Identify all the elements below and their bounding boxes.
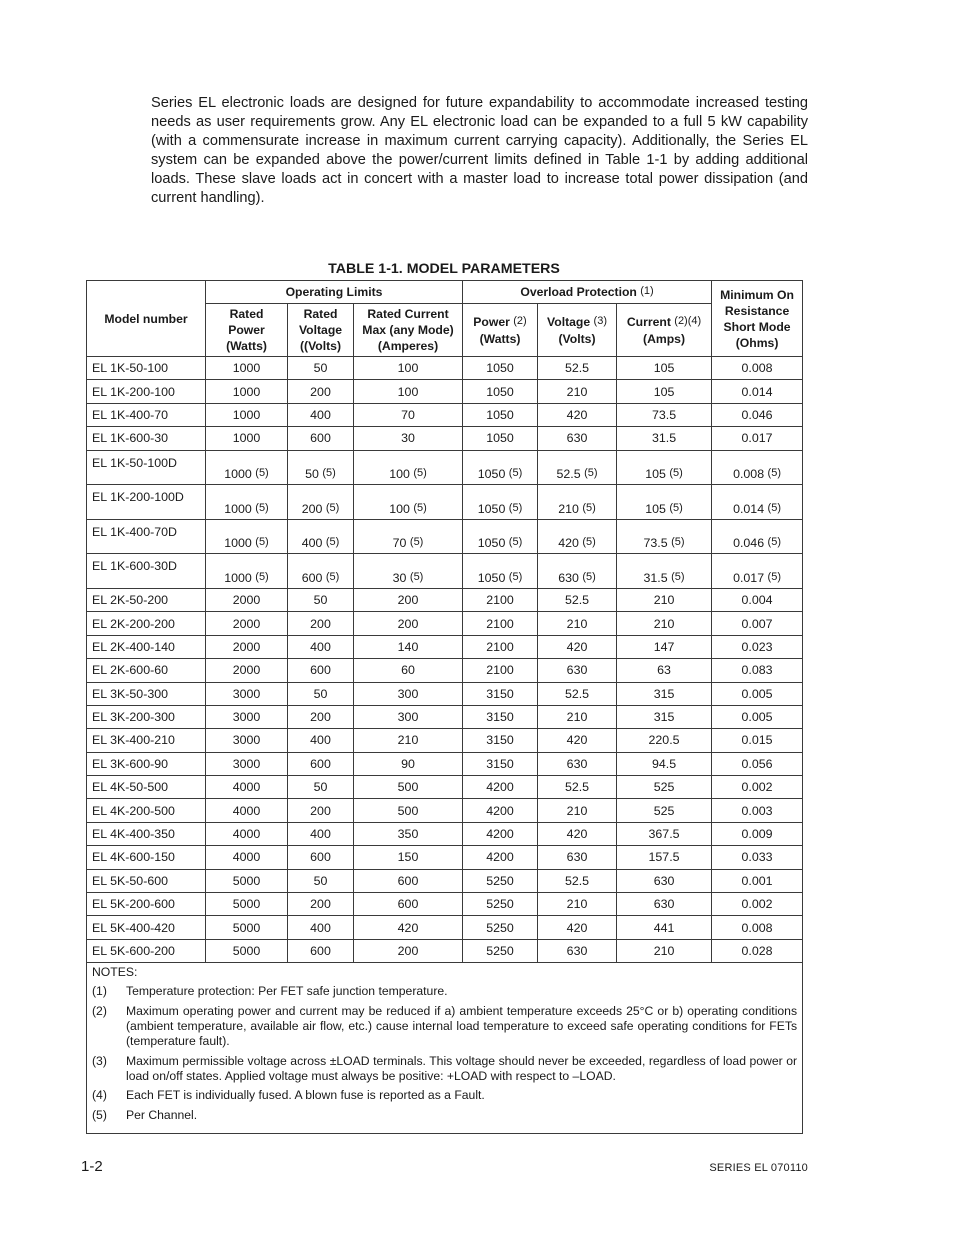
footnote-ref: (5) xyxy=(767,536,781,549)
footnote-ref: (5) xyxy=(508,501,523,514)
value-cell: 1050 $^{(5)}$ xyxy=(463,485,538,520)
model-cell: EL 1K-600-30D xyxy=(87,554,206,589)
value-cell: 50 xyxy=(288,869,354,892)
value-cell: 4200 xyxy=(463,776,538,799)
note-item xyxy=(92,1088,797,1103)
value-cell: 315 xyxy=(617,682,712,705)
value-cell: 1050 xyxy=(463,380,538,403)
value-cell: 0.005 xyxy=(712,705,803,728)
value-cell: 441 xyxy=(617,916,712,939)
value-cell: 5250 xyxy=(463,869,538,892)
footnote-ref: (5) xyxy=(409,536,424,549)
value-cell: 0.002 xyxy=(712,776,803,799)
header-rated-current: Rated Current Max (any Mode) (Amperes) xyxy=(354,304,463,357)
note-number: (4) xyxy=(92,1088,107,1103)
note-item xyxy=(92,984,797,999)
value-cell: 0.033 xyxy=(712,846,803,869)
note-item xyxy=(92,1108,797,1123)
value-cell: 600 xyxy=(288,939,354,962)
value-cell: 210 $^{(5)}$ xyxy=(538,485,617,520)
footnote-ref: (5) xyxy=(767,501,781,514)
value-cell: 630 xyxy=(538,427,617,450)
value-cell: 52.5 xyxy=(538,776,617,799)
value-cell: 210 xyxy=(538,380,617,403)
value-cell: 600 xyxy=(288,427,354,450)
value-cell: 3000 xyxy=(206,752,288,775)
value-cell: 500 xyxy=(354,776,463,799)
value-cell: 1050 $^{(5)}$ xyxy=(463,450,538,485)
model-cell: EL 1K-600-30 xyxy=(87,427,206,450)
value-cell: 5250 xyxy=(463,916,538,939)
value-cell: 0.008 xyxy=(712,916,803,939)
value-cell: 0.083 xyxy=(712,659,803,682)
value-cell: 52.5 xyxy=(538,869,617,892)
footnote-ref: (5) xyxy=(255,467,269,480)
page-number: 1-2 xyxy=(81,1158,103,1175)
value-cell: 220.5 xyxy=(617,729,712,752)
model-cell: EL 1K-50-100 xyxy=(87,357,206,380)
value-cell: 200 xyxy=(354,588,463,611)
model-cell: EL 3K-200-300 xyxy=(87,705,206,728)
value-cell: 2000 xyxy=(206,659,288,682)
footnote-ref: (5) xyxy=(508,467,523,480)
value-cell: 3150 xyxy=(463,729,538,752)
table-row xyxy=(87,357,803,380)
table-row xyxy=(87,846,803,869)
value-cell: 73.5 xyxy=(617,403,712,426)
note-text: Maximum permissible voltage across ±LOAD terminals. This voltage should never be exceeded, regardless of load power or load on/off states. Applied voltage must always be positive: +LOAD with respect to –LOAD. xyxy=(126,1053,798,1083)
table-row xyxy=(87,450,803,485)
value-cell: 630 xyxy=(538,659,617,682)
footnote-ref: (5) xyxy=(325,570,340,583)
value-cell: 1000 xyxy=(206,403,288,426)
table-row xyxy=(87,869,803,892)
value-cell: 210 xyxy=(538,612,617,635)
table-row xyxy=(87,682,803,705)
value-cell: 630 xyxy=(538,752,617,775)
value-cell: 400 $^{(5)}$ xyxy=(288,519,354,554)
value-cell: 3150 xyxy=(463,752,538,775)
value-cell: 1050 xyxy=(463,357,538,380)
value-cell: 315 xyxy=(617,705,712,728)
model-cell: EL 1K-200-100D xyxy=(87,485,206,520)
table-row xyxy=(87,659,803,682)
model-cell: EL 2K-50-200 xyxy=(87,588,206,611)
table-row xyxy=(87,729,803,752)
value-cell: 63 xyxy=(617,659,712,682)
footnote-ref: (5) xyxy=(508,570,523,583)
value-cell: 2100 xyxy=(463,588,538,611)
value-cell: 100 $^{(5)}$ xyxy=(354,450,463,485)
value-cell: 2100 xyxy=(463,612,538,635)
value-cell: 3000 xyxy=(206,729,288,752)
table-row xyxy=(87,822,803,845)
value-cell: 70 $^{(5)}$ xyxy=(354,519,463,554)
header-overload-current: Current $^{(2)(4)}$ (Amps) xyxy=(617,304,712,357)
value-cell: 200 xyxy=(288,380,354,403)
table-title: TABLE 1-1. MODEL PARAMETERS xyxy=(328,261,560,277)
table-row xyxy=(87,635,803,658)
value-cell: 31.5 xyxy=(617,427,712,450)
value-cell: 1000 $^{(5)}$ xyxy=(206,554,288,589)
value-cell: 4000 xyxy=(206,846,288,869)
value-cell: 0.005 xyxy=(712,682,803,705)
model-cell: EL 1K-50-100D xyxy=(87,450,206,485)
notes-section xyxy=(87,963,803,1134)
footnote-ref: (5) xyxy=(508,536,523,549)
model-cell: EL 1K-400-70D xyxy=(87,519,206,554)
model-cell: EL 5K-600-200 xyxy=(87,939,206,962)
value-cell: 210 xyxy=(538,799,617,822)
value-cell: 30 xyxy=(354,427,463,450)
value-cell: 200 xyxy=(354,612,463,635)
value-cell: 0.015 xyxy=(712,729,803,752)
value-cell: 0.009 xyxy=(712,822,803,845)
value-cell: 1000 xyxy=(206,380,288,403)
table-row xyxy=(87,799,803,822)
footnote-ref: (5) xyxy=(767,467,781,480)
value-cell: 1000 xyxy=(206,427,288,450)
value-cell: 3000 xyxy=(206,705,288,728)
note-text: Temperature protection: Per FET safe junction temperature. xyxy=(126,984,448,999)
value-cell: 1050 xyxy=(463,403,538,426)
value-cell: 3000 xyxy=(206,682,288,705)
note-text: Each FET is individually fused. A blown fuse is reported as a Fault. xyxy=(126,1088,485,1103)
value-cell: 52.5 $^{(5)}$ xyxy=(538,450,617,485)
value-cell: 4000 xyxy=(206,776,288,799)
value-cell: 70 xyxy=(354,403,463,426)
value-cell: 630 xyxy=(617,893,712,916)
note-number: (2) xyxy=(92,1003,107,1018)
footnote-ref: (5) xyxy=(322,467,336,480)
value-cell: 420 xyxy=(538,729,617,752)
value-cell: 0.056 xyxy=(712,752,803,775)
value-cell: 600 xyxy=(354,893,463,916)
header-rated-voltage: Rated Voltage ((Volts) xyxy=(288,304,354,357)
footnote-ref: (5) xyxy=(582,536,596,549)
value-cell: 5000 xyxy=(206,869,288,892)
value-cell: 50 xyxy=(288,588,354,611)
value-cell: 200 xyxy=(288,799,354,822)
model-cell: EL 2K-200-200 xyxy=(87,612,206,635)
value-cell: 300 xyxy=(354,705,463,728)
notes-list xyxy=(92,984,797,1122)
table-row xyxy=(87,776,803,799)
footnote-ref: (5) xyxy=(409,570,424,583)
table-row xyxy=(87,893,803,916)
value-cell: 1000 $^{(5)}$ xyxy=(206,519,288,554)
model-cell: EL 1K-400-70 xyxy=(87,403,206,426)
value-cell: 210 xyxy=(538,893,617,916)
model-cell: EL 2K-400-140 xyxy=(87,635,206,658)
value-cell: 30 $^{(5)}$ xyxy=(354,554,463,589)
value-cell: 200 xyxy=(288,705,354,728)
value-cell: 1000 $^{(5)}$ xyxy=(206,450,288,485)
header-overload-protection: Overload Protection $^{(1)}$ xyxy=(463,281,712,304)
value-cell: 0.046 xyxy=(712,403,803,426)
value-cell: 2000 xyxy=(206,635,288,658)
note-number: (1) xyxy=(92,984,107,999)
footnote-ref: (5) xyxy=(671,570,685,583)
value-cell: 210 xyxy=(538,705,617,728)
model-cell: EL 1K-200-100 xyxy=(87,380,206,403)
value-cell: 0.017 xyxy=(712,427,803,450)
note-number: (3) xyxy=(92,1053,107,1068)
value-cell: 0.001 xyxy=(712,869,803,892)
value-cell: 400 xyxy=(288,403,354,426)
value-cell: 210 xyxy=(617,588,712,611)
footnote-ref: (5) xyxy=(325,536,340,549)
value-cell: 5000 xyxy=(206,939,288,962)
value-cell: 400 xyxy=(288,916,354,939)
value-cell: 400 xyxy=(288,729,354,752)
value-cell: 210 xyxy=(617,939,712,962)
table-row xyxy=(87,588,803,611)
note-item xyxy=(92,1004,797,1050)
value-cell: 52.5 xyxy=(538,357,617,380)
footnote-ref: (5) xyxy=(582,501,596,514)
value-cell: 0.023 xyxy=(712,635,803,658)
table-row xyxy=(87,612,803,635)
footnote-ref: (5) xyxy=(325,501,340,514)
header-min-on-resistance: Minimum On Resistance Short Mode (Ohms) xyxy=(712,281,803,357)
footer-doc-id: SERIES EL 070110 xyxy=(709,1162,808,1174)
value-cell: 0.004 xyxy=(712,588,803,611)
table-row xyxy=(87,485,803,520)
model-cell: EL 4K-200-500 xyxy=(87,799,206,822)
value-cell: 73.5 $^{(5)}$ xyxy=(617,519,712,554)
value-cell: 105 $^{(5)}$ xyxy=(617,450,712,485)
value-cell: 52.5 xyxy=(538,682,617,705)
header-model-number: Model number xyxy=(87,281,206,357)
value-cell: 1050 $^{(5)}$ xyxy=(463,519,538,554)
value-cell: 0.046 $^{(5)}$ xyxy=(712,519,803,554)
value-cell: 4200 xyxy=(463,799,538,822)
value-cell: 147 xyxy=(617,635,712,658)
table-row xyxy=(87,939,803,962)
value-cell: 420 xyxy=(538,403,617,426)
footnote-ref: (5) xyxy=(669,467,683,480)
model-cell: EL 5K-200-600 xyxy=(87,893,206,916)
value-cell: 4000 xyxy=(206,822,288,845)
value-cell: 350 xyxy=(354,822,463,845)
model-cell: EL 3K-50-300 xyxy=(87,682,206,705)
value-cell: 600 xyxy=(288,752,354,775)
value-cell: 5000 xyxy=(206,916,288,939)
value-cell: 100 xyxy=(354,380,463,403)
value-cell: 600 xyxy=(354,869,463,892)
footnote-ref: (5) xyxy=(582,570,596,583)
value-cell: 60 xyxy=(354,659,463,682)
table-row xyxy=(87,554,803,589)
note-text: Maximum operating power and current may be reduced if a) ambient temperature exceeds 25°C or b) operating conditions (ambient temperature, available air flow, etc.) cause internal load temperature to exceed safe operating conditions for FETs (temperature fault). xyxy=(126,1003,798,1049)
value-cell: 630 xyxy=(538,846,617,869)
value-cell: 31.5 $^{(5)}$ xyxy=(617,554,712,589)
footnote-ref: (5) xyxy=(413,501,427,514)
table-row xyxy=(87,403,803,426)
footnote-ref: (5) xyxy=(413,467,427,480)
value-cell: 210 xyxy=(617,612,712,635)
model-cell: EL 2K-600-60 xyxy=(87,659,206,682)
value-cell: 0.002 xyxy=(712,893,803,916)
value-cell: 5250 xyxy=(463,939,538,962)
footnote-ref: (5) xyxy=(584,467,598,480)
model-cell: EL 5K-50-600 xyxy=(87,869,206,892)
value-cell: 157.5 xyxy=(617,846,712,869)
footnote-ref: (5) xyxy=(671,536,685,549)
value-cell: 2000 xyxy=(206,588,288,611)
value-cell: 525 xyxy=(617,799,712,822)
table-row xyxy=(87,380,803,403)
note-number: (5) xyxy=(92,1107,107,1122)
value-cell: 0.014 $^{(5)}$ xyxy=(712,485,803,520)
value-cell: 0.003 xyxy=(712,799,803,822)
value-cell: 600 xyxy=(288,659,354,682)
footnote-ref: (5) xyxy=(669,501,683,514)
value-cell: 400 xyxy=(288,635,354,658)
value-cell: 200 xyxy=(288,612,354,635)
value-cell: 200 $^{(5)}$ xyxy=(288,485,354,520)
value-cell: 100 xyxy=(354,357,463,380)
value-cell: 0.028 xyxy=(712,939,803,962)
footnote-ref: (5) xyxy=(255,570,269,583)
value-cell: 400 xyxy=(288,822,354,845)
model-cell: EL 4K-400-350 xyxy=(87,822,206,845)
note-text: Per Channel. xyxy=(126,1107,198,1122)
note-item xyxy=(92,1054,797,1085)
value-cell: 1050 xyxy=(463,427,538,450)
value-cell: 50 xyxy=(288,682,354,705)
header-operating-limits: Operating Limits xyxy=(206,281,463,304)
table-row xyxy=(87,519,803,554)
value-cell: 4200 xyxy=(463,846,538,869)
value-cell: 50 xyxy=(288,776,354,799)
value-cell: 630 xyxy=(617,869,712,892)
notes-heading: NOTES: xyxy=(92,965,138,980)
value-cell: 420 xyxy=(538,916,617,939)
value-cell: 5000 xyxy=(206,893,288,916)
value-cell: 3150 xyxy=(463,705,538,728)
value-cell: 105 xyxy=(617,357,712,380)
value-cell: 0.007 xyxy=(712,612,803,635)
value-cell: 367.5 xyxy=(617,822,712,845)
value-cell: 500 xyxy=(354,799,463,822)
header-overload-power: Power $^{(2)}$ (Watts) xyxy=(463,304,538,357)
footnote-ref: (5) xyxy=(255,501,269,514)
table-row xyxy=(87,916,803,939)
value-cell: 2100 xyxy=(463,635,538,658)
model-parameters-table xyxy=(86,280,803,1134)
value-cell: 0.008 $^{(5)}$ xyxy=(712,450,803,485)
value-cell: 50 $^{(5)}$ xyxy=(288,450,354,485)
footnote-ref: (1) xyxy=(640,284,654,297)
table-body xyxy=(87,357,803,963)
value-cell: 5250 xyxy=(463,893,538,916)
value-cell: 3150 xyxy=(463,682,538,705)
value-cell: 1000 $^{(5)}$ xyxy=(206,485,288,520)
table-row xyxy=(87,705,803,728)
value-cell: 630 $^{(5)}$ xyxy=(538,554,617,589)
value-cell: 0.017 $^{(5)}$ xyxy=(712,554,803,589)
value-cell: 420 $^{(5)}$ xyxy=(538,519,617,554)
value-cell: 420 xyxy=(354,916,463,939)
table-row xyxy=(87,752,803,775)
value-cell: 105 xyxy=(617,380,712,403)
value-cell: 140 xyxy=(354,635,463,658)
value-cell: 1050 $^{(5)}$ xyxy=(463,554,538,589)
value-cell: 2000 xyxy=(206,612,288,635)
table-row xyxy=(87,427,803,450)
value-cell: 52.5 xyxy=(538,588,617,611)
footnote-ref: (5) xyxy=(767,570,781,583)
value-cell: 90 xyxy=(354,752,463,775)
value-cell: 300 xyxy=(354,682,463,705)
model-cell: EL 3K-600-90 xyxy=(87,752,206,775)
value-cell: 0.014 xyxy=(712,380,803,403)
value-cell: 1000 xyxy=(206,357,288,380)
header-rated-power: Rated Power (Watts) xyxy=(206,304,288,357)
header-overload-voltage: Voltage $^{(3)}$ (Volts) xyxy=(538,304,617,357)
value-cell: 420 xyxy=(538,822,617,845)
value-cell: 4200 xyxy=(463,822,538,845)
value-cell: 630 xyxy=(538,939,617,962)
footnote-ref: (5) xyxy=(255,536,269,549)
value-cell: 50 xyxy=(288,357,354,380)
value-cell: 94.5 xyxy=(617,752,712,775)
model-cell: EL 4K-50-500 xyxy=(87,776,206,799)
value-cell: 600 xyxy=(288,846,354,869)
value-cell: 200 xyxy=(354,939,463,962)
value-cell: 2100 xyxy=(463,659,538,682)
value-cell: 600 $^{(5)}$ xyxy=(288,554,354,589)
value-cell: 210 xyxy=(354,729,463,752)
intro-paragraph: Series EL electronic loads are designed for future expandability to accommodate increased testing needs as user requirements grow. Any EL electronic load can be expanded to a full 5 kW capability (with a commensurate increase in maximum current carrying capacity). Additionally, the Series EL system can be expanded above the power/current limits defined in Table 1-1 by adding additional loads. These slave loads act in concert with a master load to increase total power dissipation (and current handling). xyxy=(151,95,808,206)
value-cell: 4000 xyxy=(206,799,288,822)
value-cell: 200 xyxy=(288,893,354,916)
value-cell: 105 $^{(5)}$ xyxy=(617,485,712,520)
value-cell: 0.008 xyxy=(712,357,803,380)
model-cell: EL 3K-400-210 xyxy=(87,729,206,752)
value-cell: 525 xyxy=(617,776,712,799)
value-cell: 100 $^{(5)}$ xyxy=(354,485,463,520)
value-cell: 420 xyxy=(538,635,617,658)
model-cell: EL 5K-400-420 xyxy=(87,916,206,939)
model-cell: EL 4K-600-150 xyxy=(87,846,206,869)
value-cell: 150 xyxy=(354,846,463,869)
